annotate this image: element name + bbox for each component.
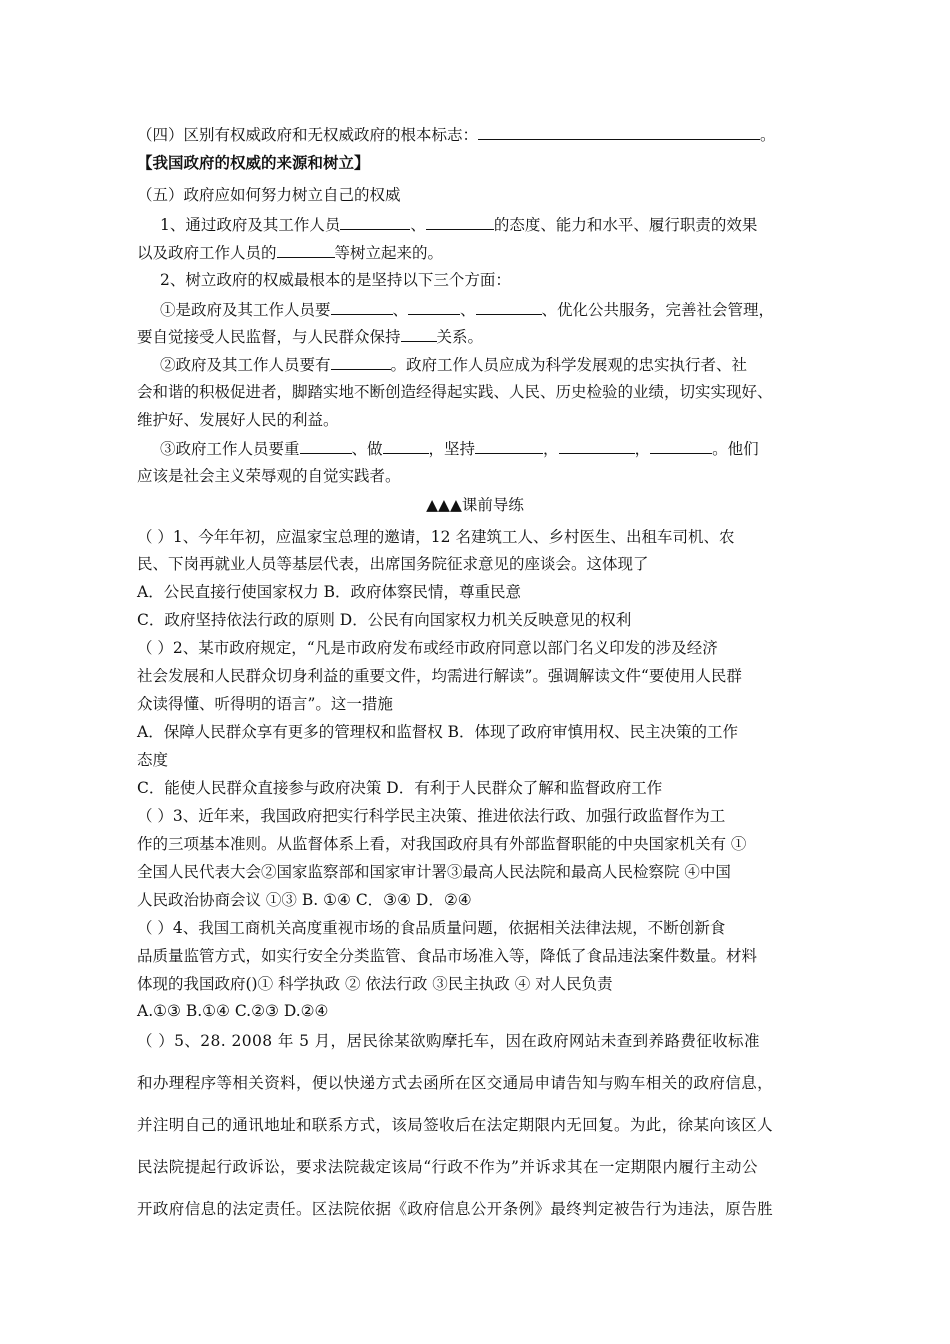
q2-line-2: 社会发展和人民群众切身利益的重要文件，均需进行解读”。强调解读文件“要使用人民群 (137, 667, 742, 685)
item-3-line-2: 应该是社会主义荣辱观的自觉实践者。 (137, 467, 401, 485)
q1-option-line-1[interactable]: A．公民直接行使国家权力 B．政府体察民情，尊重民意 (137, 583, 522, 601)
point-1-line-1 (160, 214, 757, 235)
q2-line-3: 众读得懂、听得明的语言”。这一措施 (137, 695, 393, 713)
q4-line-1: （ ）4、我国工商机关高度重视市场的食品质量问题，依据相关法律法规，不断创新食 (137, 919, 726, 937)
answer-blank[interactable] (408, 299, 460, 315)
answer-blank[interactable] (331, 354, 391, 370)
q3-line-2: 作的三项基本准则。从监督体系上看，对我国政府具有外部监督职能的中央国家机关有 ① (137, 835, 747, 853)
q5-line-5: 开政府信息的法定责任。区法院依据《政府信息公开条例》最终判定被告行为违法，原告胜 (137, 1200, 774, 1218)
answer-blank[interactable] (401, 326, 437, 342)
text: 、 (392, 301, 409, 319)
text: ，坚持 (428, 440, 476, 458)
q4-line-2: 品质量监管方式，如实行安全分类监管、食品市场准入等，降低了食品违法案件数量。材料 (137, 947, 758, 965)
answer-blank[interactable] (478, 124, 760, 140)
item-3-line-1 (160, 438, 759, 459)
text: 1、通过政府及其工作人员 (160, 216, 341, 234)
q1-line-1: （ ）1、今年年初，应温家宝总理的邀请，12 名建筑工人、乡村医生、出租车司机、农 (137, 528, 735, 546)
text: ， (543, 440, 559, 458)
section-heading: 【我国政府的权威的来源和树立】 (137, 153, 370, 172)
section-4-line (137, 124, 776, 145)
section-5-title: （五）政府应如何努力树立自己的权威 (137, 186, 401, 204)
text: ， (634, 440, 651, 458)
answer-blank[interactable] (426, 214, 494, 230)
q1-option-line-2[interactable]: C．政府坚持依法行政的原则 D．公民有向国家权力机关反映意见的权利 (137, 611, 632, 629)
answer-blank[interactable] (383, 438, 429, 454)
q5-line-3: 并注明自己的通讯地址和联系方式，该局签收后在法定期限内无回复。为此，徐某向该区人 (137, 1116, 774, 1134)
item-1-line-1 (160, 299, 774, 320)
exercise-title: ▲▲▲课前导练 (426, 496, 524, 514)
text: 、做 (351, 440, 383, 458)
text: 以及政府工作人员的 (137, 244, 277, 262)
answer-blank[interactable] (475, 438, 543, 454)
answer-blank[interactable] (331, 299, 393, 315)
text: ②政府及其工作人员要有 (160, 356, 331, 374)
text: 要自觉接受人民监督，与人民群众保持 (137, 328, 401, 346)
text: 的态度、能力和水平、履行职责的效果 (493, 216, 758, 234)
q4-option-line[interactable]: A.①③ B.①④ C.②③ D.②④ (137, 1002, 329, 1020)
q2-option-line-3[interactable]: C．能使人民群众直接参与政府决策 D．有利于人民群众了解和监督政府工作 (137, 779, 663, 797)
answer-blank[interactable] (476, 299, 542, 315)
text: 、 (410, 216, 426, 234)
text: 等树立起来的。 (334, 244, 444, 262)
q3-line-1: （ ）3、近年来，我国政府把实行科学民主决策、推进依法行政、加强行政监督作为工 (137, 807, 726, 825)
text: 。他们 (712, 440, 759, 458)
q5-line-2: 和办理程序等相关资料，便以快递方式去函所在区交通局申请告知与购车相关的政府信息， (137, 1074, 774, 1092)
answer-blank[interactable] (277, 242, 335, 258)
q2-option-line-1[interactable]: A．保障人民群众享有更多的管理权和监督权 B．体现了政府审慎用权、民主决策的工作 (137, 723, 739, 741)
section-4-suffix: 。 (760, 126, 776, 144)
q3-line-3: 全国人民代表大会②国家监察部和国家审计署③最高人民法院和最高人民检察院 ④中国 (137, 863, 731, 881)
answer-blank[interactable] (340, 214, 410, 230)
section-4-prefix: （四）区别有权威政府和无权威政府的根本标志： (137, 126, 479, 144)
text: ③政府工作人员要重 (160, 440, 300, 458)
item-2-line-1 (160, 354, 747, 375)
item-2-line-2: 会和谐的积极促进者，脚踏实地不断创造经得起实践、人民、历史检验的业绩，切实实现好、 (137, 383, 773, 401)
point-1-line-2 (137, 242, 443, 263)
text: 、 (460, 301, 476, 319)
text: 。政府工作人员应成为科学发展观的忠实执行者、社 (390, 356, 748, 374)
answer-blank[interactable] (559, 438, 635, 454)
item-2-line-3: 维护好、发展好人民的利益。 (137, 411, 339, 429)
answer-blank[interactable] (300, 438, 352, 454)
text: 关系。 (436, 328, 484, 346)
q2-option-line-2: 态度 (137, 751, 169, 769)
text: ①是政府及其工作人员要 (160, 301, 331, 319)
answer-blank[interactable] (650, 438, 712, 454)
q2-line-1: （ ）2、某市政府规定，“凡是市政府发布或经市政府同意以部门名义印发的涉及经济 (137, 639, 718, 657)
q1-line-2: 民、下岗再就业人员等基层代表，出席国务院征求意见的座谈会。这体现了 (137, 555, 649, 573)
q5-line-1: （ ）5、28. 2008 年 5 月，居民徐某欲购摩托车，因在政府网站未查到养路费征收标准 (137, 1032, 760, 1050)
q4-line-3: 体现的我国政府()① 科学执政 ② 依法行政 ③民主执政 ④ 对人民负责 (137, 975, 613, 993)
text: 、优化公共服务，完善社会管理， (541, 301, 775, 319)
q3-option-line[interactable]: 人民政治协商会议 ①③ B. ①④ C．③④ D．②④ (137, 891, 472, 909)
item-1-line-2 (137, 326, 483, 347)
q5-line-4: 民法院提起行政诉讼，要求法院裁定该局“行政不作为”并诉求其在一定期限内履行主动公 (137, 1158, 758, 1176)
point-2: 2、树立政府的权威最根本的是坚持以下三个方面： (160, 271, 511, 289)
